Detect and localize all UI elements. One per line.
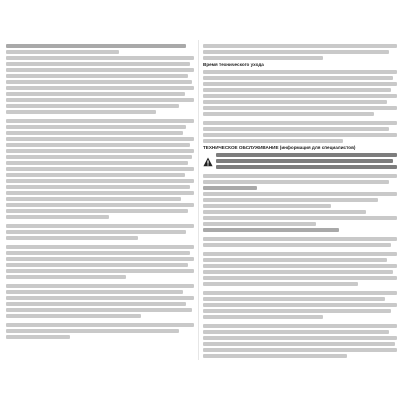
left-text-column <box>6 44 194 341</box>
warning-block <box>203 153 397 171</box>
heading-tech-service: ТЕХНИЧЕСКОЕ ОБСЛУЖИВАНИЕ (информация для специалистов) <box>203 145 356 150</box>
column-gutter <box>198 40 199 360</box>
warning-triangle-icon <box>203 154 213 164</box>
heading-maintenance-work: Время технического ухода <box>203 62 264 67</box>
right-text-column <box>203 44 397 360</box>
